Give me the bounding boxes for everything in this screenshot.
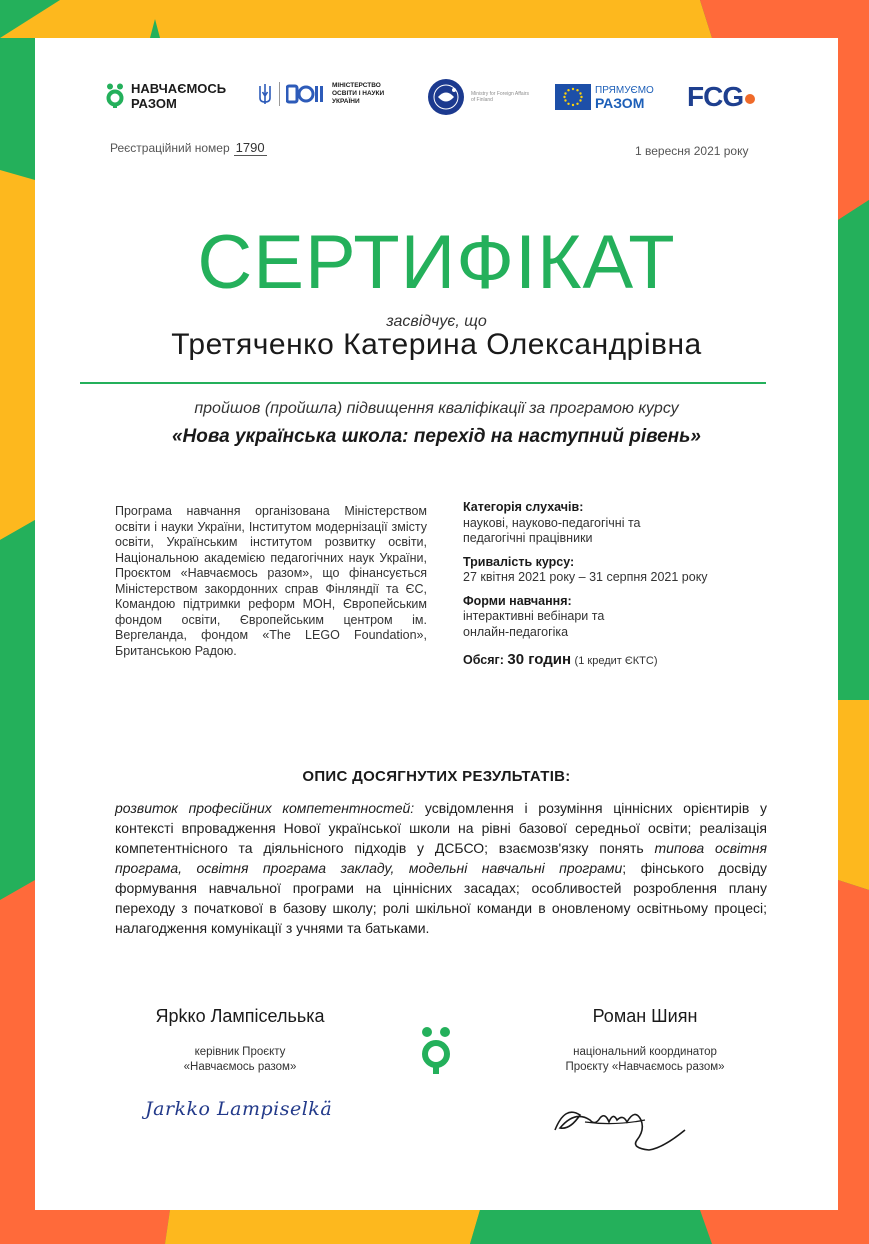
- navchaemos-center-icon: [418, 1026, 454, 1076]
- navchaemos-razom-logo: [105, 81, 251, 111]
- registration-label: Реєстраційний номер: [110, 141, 230, 155]
- volume-label: Обсяг:: [463, 653, 504, 667]
- volume-note: (1 кредит ЄКТС): [574, 655, 658, 667]
- program-description: Програма навчання організована Міністерством освіти і науки України, Інститутом модернізації змісту освіти, Українським інститутом розвитку освіти, Національною академією педагогічних наук України, Проєктом «Навчаємось разом», що фінансується Міністерством закордонних справ Фінляндії та ЄС, Командою підтримки реформ МОН, Європейським фондом освіти, Європейським центром ім. Вергеланда, фондом «The LEGO Foundation», Британською Радою.: [115, 504, 427, 658]
- mfa-logo-text: Ministry for Foreign Affairs of Finland: [471, 91, 529, 103]
- recipient-name: Третяченко Катерина Олександрівна: [171, 328, 702, 361]
- forms-block: [463, 594, 793, 641]
- logo-divider: [279, 82, 280, 106]
- mfa-finland-logo: [427, 78, 533, 116]
- trident-icon: [257, 82, 273, 106]
- results-lead: розвиток професійних компетентностей:: [115, 800, 415, 816]
- eu-logo-text-big: РАЗОМ: [595, 94, 645, 111]
- signatory-left-role: [95, 1045, 385, 1075]
- issue-date: 1 вересня 2021 року: [635, 144, 749, 158]
- results-italic-terms: типова освітня програма, освітня програма закладу, модельні навчальні програми: [115, 840, 767, 876]
- results-part-1: усвідомлення і розуміння ціннісних орієнтирів у контексті впровадження Нової української школи на рівні базової середньої освіти; реалізація компетентнісного та діяльнісного підходів у ДСБСО; взаємозв'язку понять: [115, 800, 767, 856]
- mon-logo-icon: [286, 83, 326, 105]
- passed-text: пройшов (пройшла) підвищення кваліфікації за програмою курсу: [194, 400, 679, 417]
- signatory-right-role-line-2: Проєкту «Навчаємось разом»: [565, 1061, 725, 1073]
- course-details: [463, 500, 793, 670]
- navchaemos-logo-text: НАВЧАЄМОСЬ РАЗОМ: [131, 81, 227, 111]
- results-title: ОПИС ДОСЯГНУТИХ РЕЗУЛЬТАТІВ:: [302, 768, 571, 785]
- name-underline: [80, 382, 766, 384]
- volume-value: 30 годин: [507, 651, 572, 668]
- signature-left: Jarkko Lampiselkä: [145, 1098, 333, 1120]
- category-label: Категорія слухачів:: [463, 500, 584, 514]
- fcg-logo: [687, 82, 755, 112]
- eu-logo-text-small: ПРЯМУЄМО: [595, 84, 654, 96]
- forms-label: Форми навчання:: [463, 593, 572, 608]
- eu-flag-icon: [555, 84, 591, 110]
- forms-value: інтерактивні вебінари та онлайн-педагогіка: [463, 609, 605, 639]
- registration-number-value: 1790: [235, 140, 265, 155]
- category-value: наукові, науково-педагогічні та педагогічні працівники: [463, 515, 641, 545]
- signatory-right-name: Роман Шиян: [592, 1006, 698, 1026]
- results-text: [115, 798, 767, 938]
- duration-value: 27 квітня 2021 року – 31 серпня 2021 року: [463, 570, 708, 584]
- ministry-logo: [257, 82, 404, 106]
- navchaemos-logo-icon: [105, 83, 125, 109]
- volume-block: [463, 652, 793, 670]
- eu-pryamuemo-razom-logo: [555, 84, 654, 110]
- certificate-title: СЕРТИФІКАТ: [197, 220, 676, 305]
- fcg-logo-text: FCG: [687, 81, 744, 112]
- signatory-left-name: Ярkко Лампісельька: [155, 1006, 325, 1026]
- ministry-logo-text: МІНІСТЕРСТВО ОСВІТИ І НАУКИ УКРАЇНИ: [332, 82, 385, 105]
- eu-logo-text: [595, 85, 654, 110]
- signatory-left-role-line-2: «Навчаємось разом»: [183, 1061, 297, 1073]
- fcg-dot-icon: [745, 94, 755, 104]
- signatory-left-role-line-1: керівник Проєкту: [194, 1046, 286, 1058]
- results-part-2: ; фінського досвіду формування навчальної програми на ціннісних засадах; особливостей розроблення плану переходу з початкової в базову школу; ролі шкільної команди в оновленому освітньому процесі; налагодження комунікації з учнями та батьками.: [115, 860, 767, 936]
- signatory-right-role: [480, 1045, 810, 1075]
- registration-number: [110, 140, 267, 156]
- certificate-sheet: [35, 38, 838, 1210]
- course-name: «Нова українська школа: перехід на наступний рівень»: [171, 426, 701, 447]
- duration-block: [463, 555, 793, 586]
- signature-right: [545, 1090, 695, 1160]
- category-block: [463, 500, 793, 547]
- signatory-right-role-line-1: національний координатор: [573, 1046, 717, 1058]
- certifies-text: засвідчує, що: [386, 313, 487, 330]
- mfa-globe-icon: [427, 78, 465, 116]
- duration-label: Тривалість курсу:: [463, 554, 575, 569]
